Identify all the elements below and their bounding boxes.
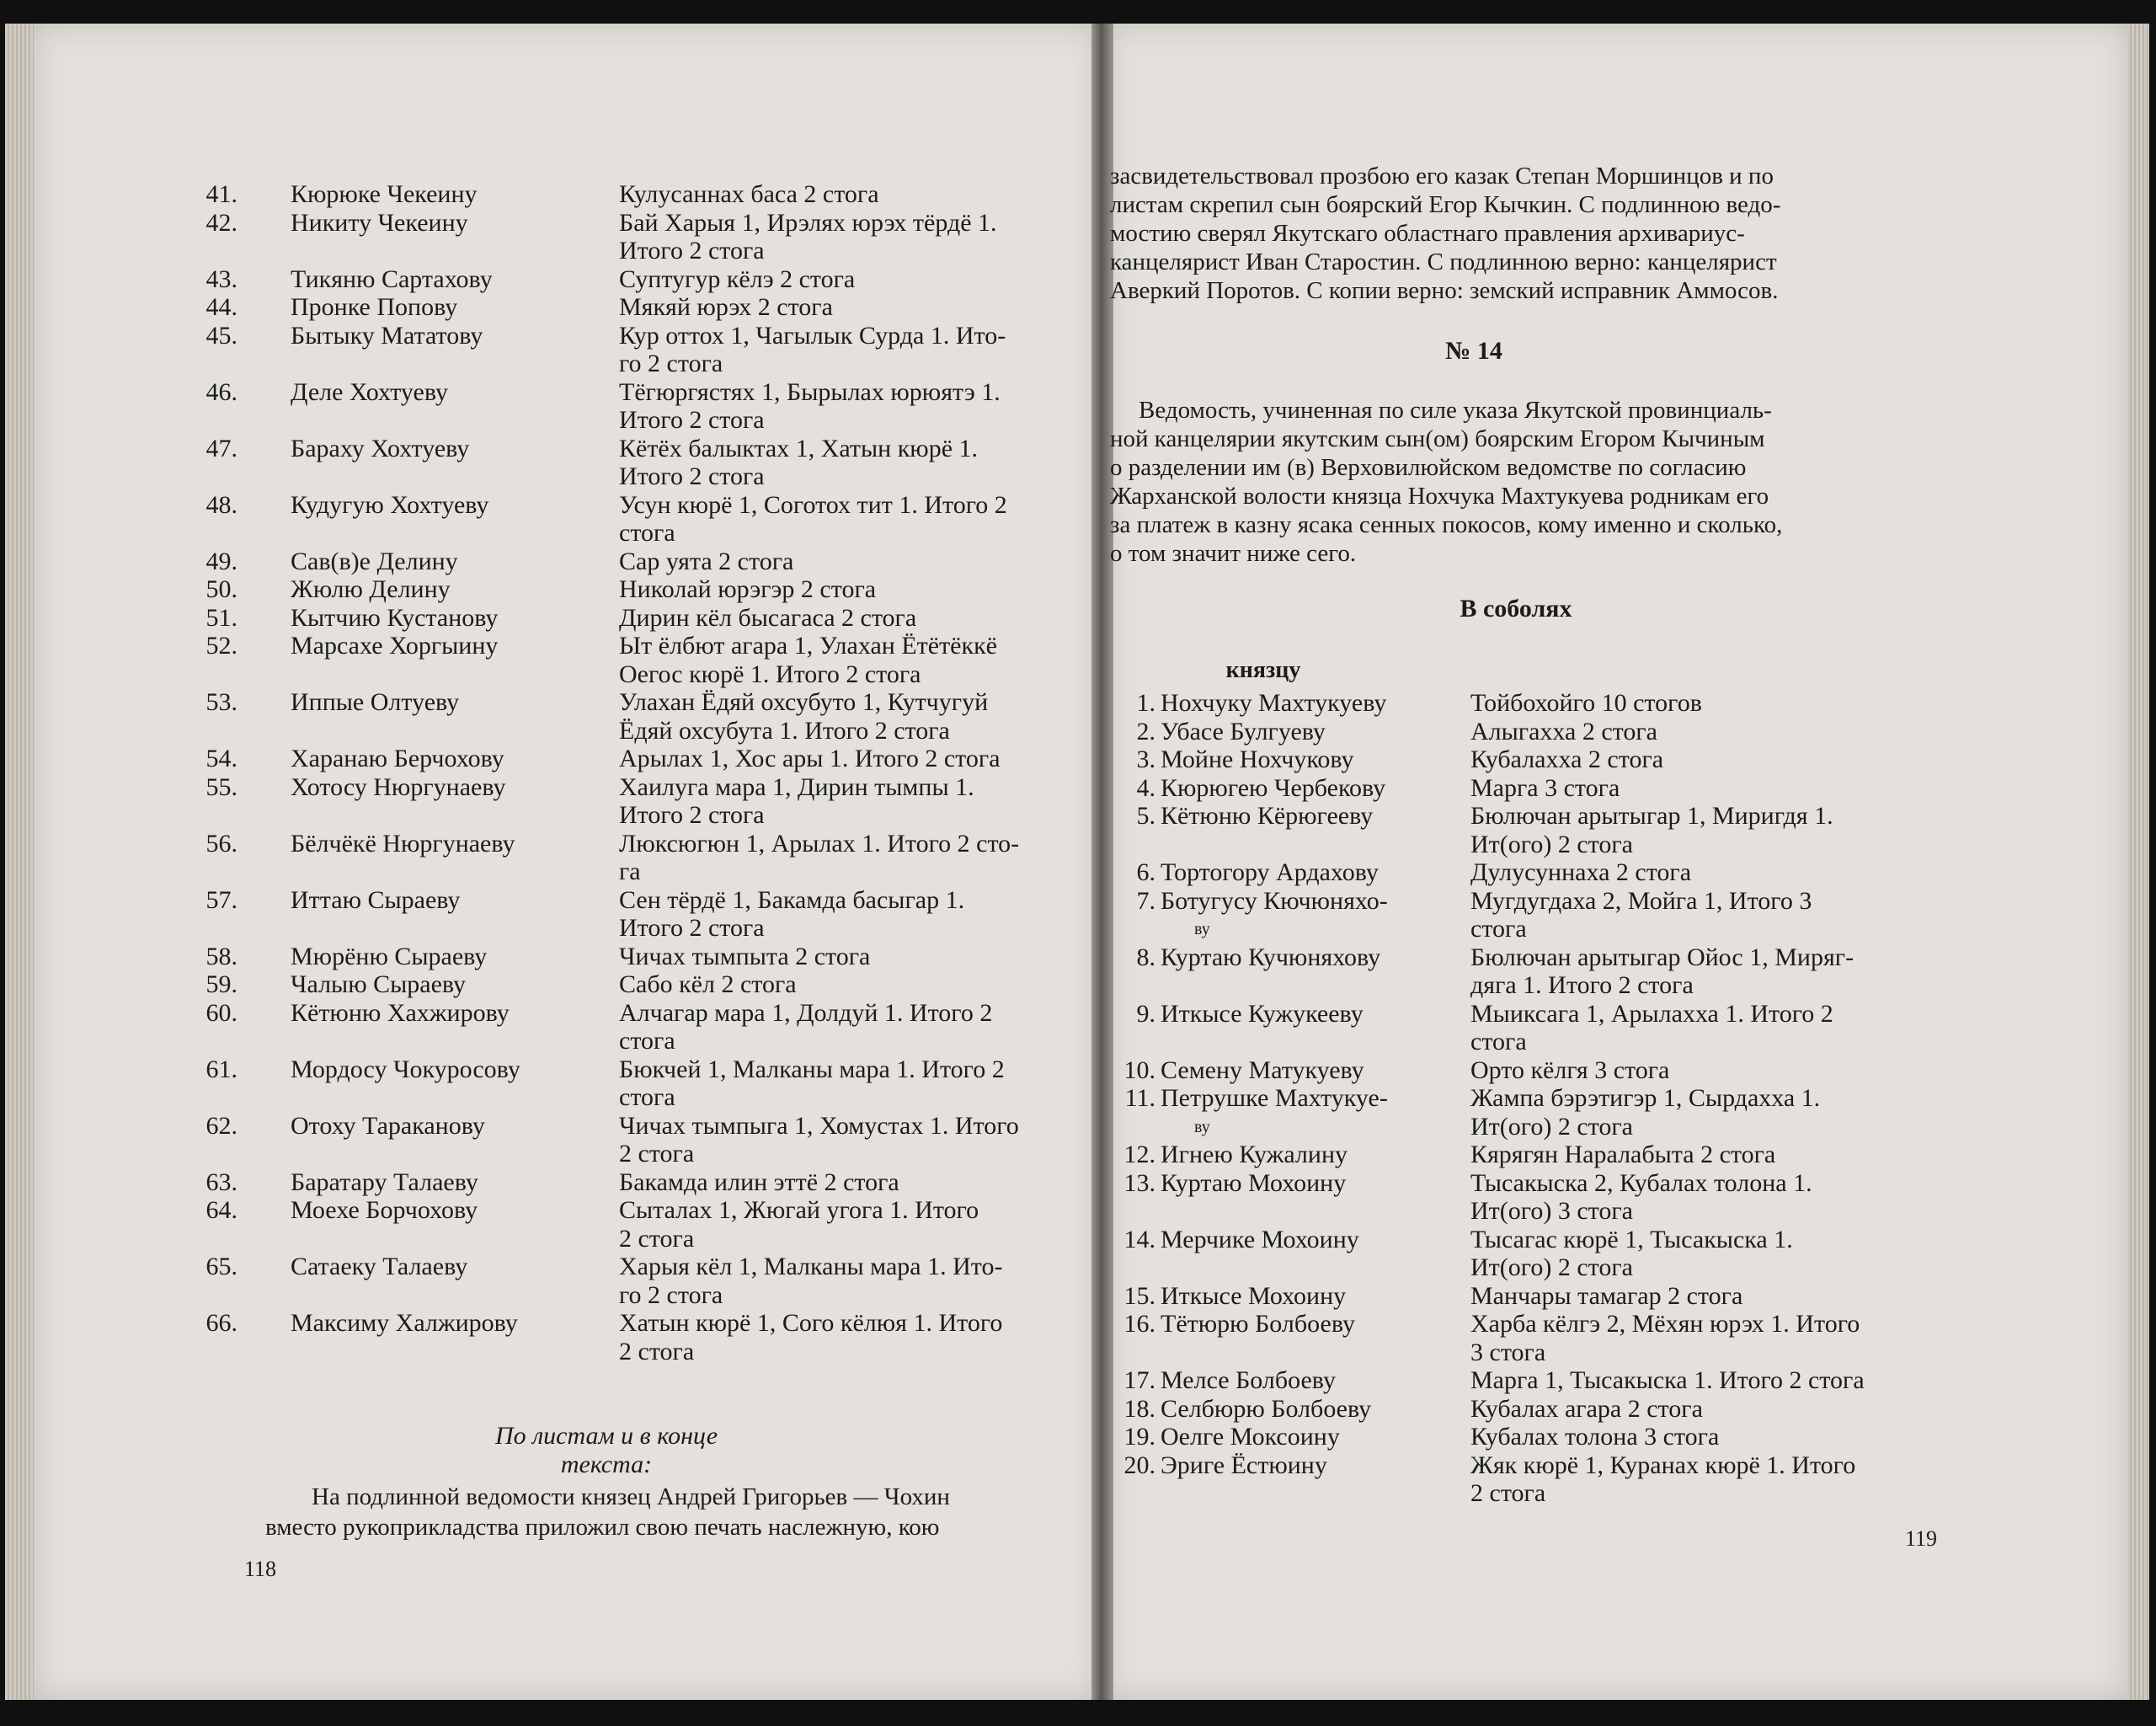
- entry-hayfield: Кулусаннах баса 2 стога: [619, 180, 879, 208]
- entry-hayfield: Николай юрэгэр 2 стога: [619, 575, 877, 603]
- entry-hayfield: Мыиксага 1, Арылахха 1. Итого 2: [1470, 999, 1833, 1028]
- entry-number: 65.: [205, 1253, 237, 1280]
- left-page-edge: [5, 24, 35, 1700]
- entry-name: Мерчике Мохоину: [1161, 1225, 1359, 1253]
- document-number: № 14: [1445, 337, 1502, 365]
- entry-hayfield: Итого 2 стога: [619, 914, 765, 942]
- entry-name: Моехе Борчохову: [291, 1196, 478, 1224]
- entry-name: ву: [1194, 920, 1210, 938]
- entry-number: 16.: [1123, 1310, 1155, 1338]
- section-heading: В соболях: [1460, 595, 1572, 623]
- closing-line-1: На подлинной ведомости князец Андрей Григорьев — Чохин: [312, 1483, 950, 1510]
- entry-number: 4.: [1136, 773, 1155, 802]
- entry-name: Никиту Чекеину: [291, 208, 468, 237]
- entry-name: Марсахе Хоргыину: [291, 632, 499, 660]
- entry-hayfield: Дирин кёл бысагаса 2 стога: [619, 603, 917, 632]
- entry-hayfield: Ыт ёлбют агара 1, Улахан Ётётёккё: [619, 632, 997, 660]
- note-heading: По листам и в конце текста:: [494, 1422, 718, 1478]
- entry-hayfield: Манчары тамагар 2 стога: [1470, 1281, 1743, 1310]
- entry-name: Кытчию Кустанову: [291, 603, 499, 632]
- entry-number: 61.: [205, 1055, 237, 1083]
- entry-hayfield: Харба кёлгэ 2, Мёхян юрэх 1. Итого: [1470, 1310, 1860, 1338]
- entry-name: Семену Матукуеву: [1161, 1055, 1364, 1084]
- entry-name: Иппые Олтуеву: [291, 688, 460, 716]
- entry-name: Нохчуку Махтукуеву: [1161, 689, 1387, 717]
- entry-number: 64.: [205, 1196, 237, 1224]
- entry-number: 54.: [205, 745, 237, 772]
- entry-name: Куртаю Мохоину: [1161, 1168, 1347, 1197]
- entry-hayfield: Ит(ого) 2 стога: [1470, 830, 1633, 858]
- entry-name: Кётюню Кёрюгееву: [1161, 802, 1374, 830]
- entry-hayfield: Итого 2 стога: [619, 801, 765, 829]
- entry-hayfield: Сар уята 2 стога: [619, 547, 794, 575]
- entry-name: Хотосу Нюргунаеву: [291, 772, 506, 801]
- entry-number: 18.: [1123, 1394, 1155, 1423]
- entry-hayfield: Кубалах агара 2 стога: [1470, 1394, 1703, 1423]
- entry-hayfield: Бюлючан арытыгар Ойос 1, Миряг-: [1470, 943, 1854, 971]
- entry-hayfield: Суптугур кёлэ 2 стога: [619, 265, 856, 293]
- entry-number: 44.: [205, 293, 237, 321]
- entry-name: Иттаю Сыраеву: [291, 885, 461, 914]
- entry-hayfield: Мугдугдаха 2, Мойга 1, Итого 3: [1470, 886, 1812, 915]
- entry-hayfield: Чичах тымпыга 1, Хомустах 1. Итого: [619, 1111, 1019, 1140]
- entry-number: 7.: [1136, 886, 1155, 915]
- entry-hayfield: 2 стога: [619, 1337, 695, 1365]
- entry-name: ву: [1194, 1117, 1210, 1136]
- entry-number: 8.: [1136, 943, 1155, 971]
- entry-hayfield: Сен тёрдё 1, Бакамда басыгар 1.: [619, 885, 965, 914]
- entry-hayfield: Харыя кёл 1, Малканы мара 1. Ито-: [619, 1253, 1003, 1280]
- entry-number: 51.: [205, 603, 237, 632]
- entry-name: Оелге Моксоину: [1161, 1423, 1340, 1451]
- entry-hayfield: го 2 стога: [619, 350, 723, 377]
- entry-hayfield: Хатын кюрё 1, Сого кёлюя 1. Итого: [619, 1309, 1003, 1337]
- entry-hayfield: дяга 1. Итого 2 стога: [1470, 971, 1694, 999]
- entry-hayfield: Бюлючан арытыгар 1, Миригдя 1.: [1470, 802, 1833, 830]
- entry-number: 42.: [205, 208, 237, 237]
- intro-line-2: листам скрепил сын боярский Егор Кычкин. С подлинною ведо-: [1110, 191, 1781, 218]
- entry-hayfield: Ит(ого) 3 стога: [1470, 1197, 1633, 1225]
- page-number-left: 118: [244, 1557, 277, 1581]
- entry-hayfield: стога: [1470, 915, 1527, 943]
- entry-hayfield: Бай Харыя 1, Ирэлях юрэх тёрдё 1.: [619, 208, 997, 237]
- entry-number: 59.: [205, 970, 237, 998]
- entry-name: Харанаю Берчохову: [291, 745, 504, 772]
- entry-hayfield: стога: [619, 519, 675, 547]
- entry-hayfield: стога: [1470, 1028, 1527, 1055]
- entry-hayfield: 2 стога: [619, 1224, 695, 1253]
- entry-name: Игнею Кужалину: [1161, 1141, 1348, 1168]
- intro-line-5: Аверкий Поротов. С копии верно: земский исправник Аммосов.: [1110, 277, 1779, 304]
- entry-hayfield: Тёгюргястях 1, Бырылах юрюятэ 1.: [619, 377, 1001, 406]
- entry-name: Тётюрю Болбоеву: [1161, 1310, 1355, 1338]
- entry-name: Чалыю Сыраеву: [291, 970, 467, 998]
- entry-hayfield: го 2 стога: [619, 1280, 723, 1309]
- entry-number: 53.: [205, 688, 237, 716]
- entry-name: Мордосу Чокуросову: [291, 1055, 520, 1083]
- entry-number: 20.: [1123, 1451, 1155, 1479]
- entry-hayfield: Чичах тымпыта 2 стога: [619, 942, 871, 970]
- entry-number: 13.: [1123, 1168, 1155, 1197]
- entry-hayfield: га: [619, 858, 641, 885]
- entry-name: Эриге Ёстюину: [1161, 1451, 1327, 1479]
- entry-number: 5.: [1136, 802, 1155, 830]
- entry-name: Сав(в)е Делину: [291, 547, 458, 575]
- entry-number: 56.: [205, 829, 237, 858]
- entry-number: 10.: [1123, 1055, 1155, 1084]
- entry-name: Иткысе Мохоину: [1161, 1281, 1347, 1310]
- entry-hayfield: Марга 1, Тысакыска 1. Итого 2 стога: [1470, 1366, 1865, 1394]
- entry-name: Мойне Нохчукову: [1161, 745, 1354, 773]
- entry-number: 58.: [205, 942, 237, 970]
- entry-hayfield: Кярягян Наралабыта 2 стога: [1470, 1141, 1776, 1168]
- entry-number: 12.: [1123, 1141, 1155, 1168]
- entry-number: 14.: [1123, 1225, 1155, 1253]
- entry-number: 2.: [1136, 717, 1155, 745]
- entry-number: 52.: [205, 632, 237, 660]
- entry-number: 15.: [1123, 1281, 1155, 1310]
- description-line-1: Ведомость, учиненная по силе указа Якутской провинциаль-: [1139, 397, 1772, 424]
- intro-line-1: засвидетельствовал прозбою его казак Степан Моршинцов и по: [1110, 163, 1774, 190]
- entry-hayfield: Ёдяй охсубута 1. Итого 2 стога: [619, 716, 950, 745]
- entry-hayfield: Усун кюрё 1, Соготох тит 1. Итого 2: [619, 490, 1007, 519]
- entry-hayfield: стога: [619, 1083, 675, 1111]
- description-line-3: о разделении им (в) Верховилюйском ведомстве по согласию: [1110, 454, 1747, 481]
- entry-hayfield: Ит(ого) 2 стога: [1470, 1112, 1633, 1141]
- entry-name: Деле Хохтуеву: [291, 377, 448, 406]
- entry-name: Пронке Попову: [291, 293, 458, 321]
- intro-line-4: канцелярист Иван Старостин. С подлинною верно: канцелярист: [1110, 248, 1777, 275]
- entry-name: Тикяню Сартахову: [291, 265, 493, 293]
- page-number-right: 119: [1905, 1526, 1938, 1551]
- entry-number: 47.: [205, 434, 237, 462]
- entry-hayfield: Тойбохойго 10 стогов: [1470, 689, 1702, 717]
- entry-name: Кюрюгею Чербекову: [1161, 773, 1386, 802]
- entry-hayfield: Орто кёлгя 3 стога: [1470, 1055, 1670, 1084]
- entry-hayfield: 2 стога: [1470, 1479, 1546, 1507]
- entry-hayfield: Мякяй юрэх 2 стога: [619, 293, 833, 321]
- entry-hayfield: Оегос кюрё 1. Итого 2 стога: [619, 660, 921, 688]
- right-page-edge: [2127, 24, 2149, 1700]
- entry-hayfield: Итого 2 стога: [619, 462, 765, 490]
- entry-number: 6.: [1136, 858, 1155, 886]
- entry-number: 55.: [205, 772, 237, 801]
- entry-number: 19.: [1123, 1423, 1155, 1451]
- entry-name: Кётюню Хахжирову: [291, 998, 510, 1027]
- entry-hayfield: Бакамда илин эттё 2 стога: [619, 1168, 899, 1196]
- entry-hayfield: Кётёх балыктах 1, Хатын кюрё 1.: [619, 434, 979, 462]
- entry-hayfield: Кур оттох 1, Чагылык Сурда 1. Ито-: [619, 321, 1006, 350]
- entry-name: Жюлю Делину: [291, 575, 451, 603]
- entry-hayfield: Тысагас кюрё 1, Тысакыска 1.: [1470, 1225, 1793, 1253]
- entry-name: Максиму Халжирову: [291, 1309, 518, 1337]
- entry-number: 46.: [205, 377, 237, 406]
- sub-heading: князцу: [1225, 657, 1301, 683]
- entry-name: Убасе Булгуеву: [1161, 717, 1326, 745]
- entry-number: 45.: [205, 321, 237, 350]
- entry-name: Бытыку Мататову: [291, 321, 483, 350]
- entry-number: 9.: [1136, 999, 1155, 1028]
- closing-line-2: вместо рукоприкладства приложил свою печать наслежную, кою: [265, 1514, 940, 1541]
- entry-hayfield: Кубалах толона 3 стога: [1470, 1423, 1720, 1451]
- description-line-2: ной канцелярии якутским сын(ом) боярским Егором Кычиным: [1110, 425, 1765, 452]
- entry-name: Ботугусу Кючюняхо-: [1161, 886, 1388, 915]
- entry-hayfield: Сабо кёл 2 стога: [619, 970, 797, 998]
- entry-hayfield: 3 стога: [1470, 1338, 1546, 1366]
- entry-hayfield: 2 стога: [619, 1140, 695, 1168]
- entry-number: 41.: [205, 180, 237, 208]
- entry-number: 50.: [205, 575, 237, 603]
- description-line-4: Жарханской волости князца Нохчука Махтукуева родникам его: [1110, 483, 1769, 510]
- entry-hayfield: Марга 3 стога: [1470, 773, 1620, 802]
- entry-name: Петрушке Махтукуе-: [1161, 1084, 1388, 1112]
- entry-number: 57.: [205, 885, 237, 914]
- entry-number: 66.: [205, 1309, 237, 1337]
- entry-hayfield: Алыгахха 2 стога: [1470, 717, 1657, 745]
- entry-name: Бараху Хохтуеву: [291, 434, 470, 462]
- entry-name: Кюрюке Чекеину: [291, 180, 478, 208]
- entry-number: 60.: [205, 998, 237, 1027]
- entry-hayfield: Жяк кюрё 1, Куранах кюрё 1. Итого: [1470, 1451, 1856, 1479]
- entry-name: Баратару Талаеву: [291, 1168, 478, 1196]
- entry-hayfield: Бюкчей 1, Малканы мара 1. Итого 2: [619, 1055, 1005, 1083]
- entry-number: 1.: [1136, 689, 1155, 717]
- entry-hayfield: Улахан Ёдяй охсубуто 1, Кутчугуй: [619, 688, 989, 716]
- description-line-6: о том значит ниже сего.: [1110, 540, 1357, 567]
- entry-number: 48.: [205, 490, 237, 519]
- entry-hayfield: Сыталах 1, Жюгай угога 1. Итого: [619, 1196, 979, 1224]
- entry-name: Тортогору Ардахову: [1161, 858, 1379, 886]
- description-line-5: за платеж в казну ясака сенных покосов, кому именно и сколько,: [1110, 511, 1783, 538]
- entry-number: 17.: [1123, 1366, 1155, 1394]
- entry-hayfield: Итого 2 стога: [619, 237, 765, 265]
- entry-name: Отоху Тараканову: [291, 1111, 485, 1140]
- intro-line-3: мостию сверял Якутскаго областнаго правления архивариус-: [1110, 220, 1745, 247]
- entry-name: Кудугую Хохтуеву: [291, 490, 489, 519]
- entry-name: Куртаю Кучюняхову: [1161, 943, 1381, 971]
- entry-name: Сатаеку Талаеву: [291, 1253, 468, 1280]
- entry-number: 63.: [205, 1168, 237, 1196]
- entry-hayfield: Люксюгюн 1, Арылах 1. Итого 2 сто-: [619, 829, 1020, 858]
- entry-hayfield: Жампа бэрэтигэр 1, Сырдахха 1.: [1470, 1084, 1821, 1112]
- entry-name: Селбюрю Болбоеву: [1161, 1394, 1372, 1423]
- entry-number: 62.: [205, 1111, 237, 1140]
- entry-name: Бёлчёкё Нюргунаеву: [291, 829, 515, 858]
- entry-number: 49.: [205, 547, 237, 575]
- entry-hayfield: Арылах 1, Хос ары 1. Итого 2 стога: [619, 745, 1001, 772]
- entry-number: 43.: [205, 265, 237, 293]
- entry-hayfield: стога: [619, 1027, 675, 1055]
- entry-hayfield: Тысакыска 2, Кубалах толона 1.: [1470, 1168, 1812, 1197]
- entry-number: 3.: [1136, 745, 1155, 773]
- entry-hayfield: Алчагар мара 1, Долдуй 1. Итого 2: [619, 998, 993, 1027]
- entry-number: 11.: [1124, 1084, 1155, 1112]
- entry-name: Мюрёню Сыраеву: [291, 942, 488, 970]
- entry-hayfield: Хаилуга мара 1, Дирин тымпы 1.: [619, 772, 974, 801]
- entry-hayfield: Ит(ого) 2 стога: [1470, 1253, 1633, 1281]
- entry-hayfield: Кубалахха 2 стога: [1470, 745, 1664, 773]
- entry-hayfield: Дулусуннаха 2 стога: [1470, 858, 1692, 886]
- entry-hayfield: Итого 2 стога: [619, 406, 765, 434]
- entry-name: Иткысе Кужукееву: [1161, 999, 1364, 1028]
- entry-name: Мелсе Болбоеву: [1161, 1366, 1336, 1394]
